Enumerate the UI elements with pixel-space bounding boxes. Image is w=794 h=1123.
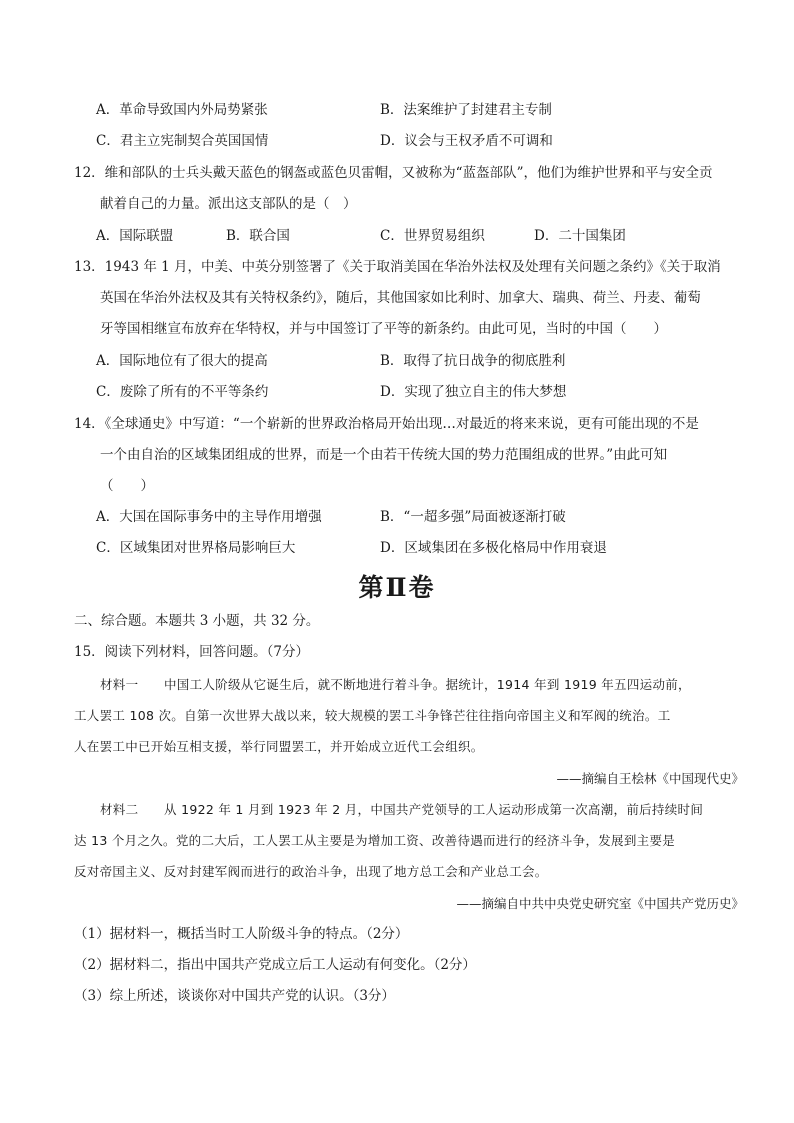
material2-source: ——摘编自中共中央党史研究室《中国共产党历史》 xyxy=(456,896,744,911)
part2-header: 二、综合题。本题共 3 小题，共 32 分。 xyxy=(74,613,320,629)
q13-stem-line1: 13．1943 年 1 月，中美、中英分别签署了《关于取消美国在华治外法权及处理有关问题之条约》《关于取消 xyxy=(74,259,721,275)
q13-option-d: D．实现了独立自主的伟大梦想 xyxy=(380,384,567,400)
q13-stem-line3: 牙等国相继宣布放弃在华特权，并与中国签订了平等的新条约。由此可见，当时的中国（ ） xyxy=(100,321,667,337)
material2-line1: 材料二 从 1922 年 1 月到 1923 年 2 月，中国共产党领导的工人运动形成第一次高潮，前后持续时间 xyxy=(100,802,704,817)
q11-option-d: D．议会与王权矛盾不可调和 xyxy=(380,133,553,149)
material2-line3: 反对帝国主义、反对封建军阀而进行的政治斗争，出现了地方总工会和产业总工会。 xyxy=(74,864,548,879)
q12-option-c: C．世界贸易组织 xyxy=(380,228,485,244)
q14-option-b: B．“一超多强”局面被逐渐打破 xyxy=(380,509,566,525)
q12-option-a: A．国际联盟 xyxy=(96,228,174,244)
q11-option-c: C．君主立宪制契合英国国情 xyxy=(96,133,269,149)
material2-line2: 达 13 个月之久。党的二大后，工人罢工从主要是为增加工资、改善待遇而进行的经济斗争，发展到主要是 xyxy=(74,833,676,848)
q12-stem-line2: 献着自己的力量。派出这支部队的是（ ） xyxy=(100,196,357,212)
q11-option-b: B．法案维护了封建君主专制 xyxy=(380,102,552,118)
q15-sub-question-3: （3）综上所述，谈谈你对中国共产党的认识。（3分） xyxy=(74,988,395,1004)
q11-option-a: A．革命导致国内外局势紧张 xyxy=(96,102,268,118)
material1-source: ——摘编自王桧林《中国现代史》 xyxy=(556,771,744,786)
q13-stem-line2: 英国在华治外法权及其有关特权条约》，随后，其他国家如比利时、加拿大、瑞典、荷兰、丹麦、葡萄 xyxy=(100,290,701,306)
material1-line1: 材料一 中国工人阶级从它诞生后，就不断地进行着斗争。据统计，1914 年到 1919 年五四运动前， xyxy=(100,677,691,692)
material1-line3: 人在罢工中已开始互相支援，举行同盟罢工，并开始成立近代工会组织。 xyxy=(74,739,484,754)
q15-sub-question-1: （1）据材料一，概括当时工人阶级斗争的特点。（2分） xyxy=(74,926,409,942)
q12-option-b: B．联合国 xyxy=(226,228,290,244)
q15-stem: 15．阅读下列材料，回答问题。（7分） xyxy=(74,644,310,660)
q13-option-a: A．国际地位有了很大的提高 xyxy=(96,353,268,369)
q12-option-d: D．二十国集团 xyxy=(534,228,626,244)
section-title: 第Ⅱ卷 xyxy=(358,573,436,602)
q12-stem-line1: 12．维和部队的士兵头戴天蓝色的钢盔或蓝色贝雷帽，又被称为“蓝盔部队”，他们为维护世界和平与安全贡 xyxy=(74,165,713,181)
q14-option-c: C．区域集团对世界格局影响巨大 xyxy=(96,540,296,556)
q13-option-c: C．废除了所有的不平等条约 xyxy=(96,384,269,400)
q14-stem-line3: （ ） xyxy=(100,478,154,494)
q15-sub-question-2: （2）据材料二，指出中国共产党成立后工人运动有何变化。（2分） xyxy=(74,957,476,973)
q14-option-a: A．大国在国际事务中的主导作用增强 xyxy=(96,509,322,525)
material1-line2: 工人罢工 108 次。自第一次世界大战以来，较大规模的罢工斗争锋芒往往指向帝国主义和军阀的统治。工 xyxy=(74,708,671,723)
q14-stem-line2: 一个由自治的区域集团组成的世界，而是一个由若干传统大国的势力范围组成的世界。”由此可知 xyxy=(100,447,668,463)
q13-option-b: B．取得了抗日战争的彻底胜利 xyxy=(380,353,566,369)
q14-option-d: D．区域集团在多极化格局中作用衰退 xyxy=(380,540,607,556)
q14-stem-line1: 14．《全球通史》中写道：“一个崭新的世界政治格局开始出现…对最近的将来来说，更有可能出现的不是 xyxy=(74,416,699,432)
